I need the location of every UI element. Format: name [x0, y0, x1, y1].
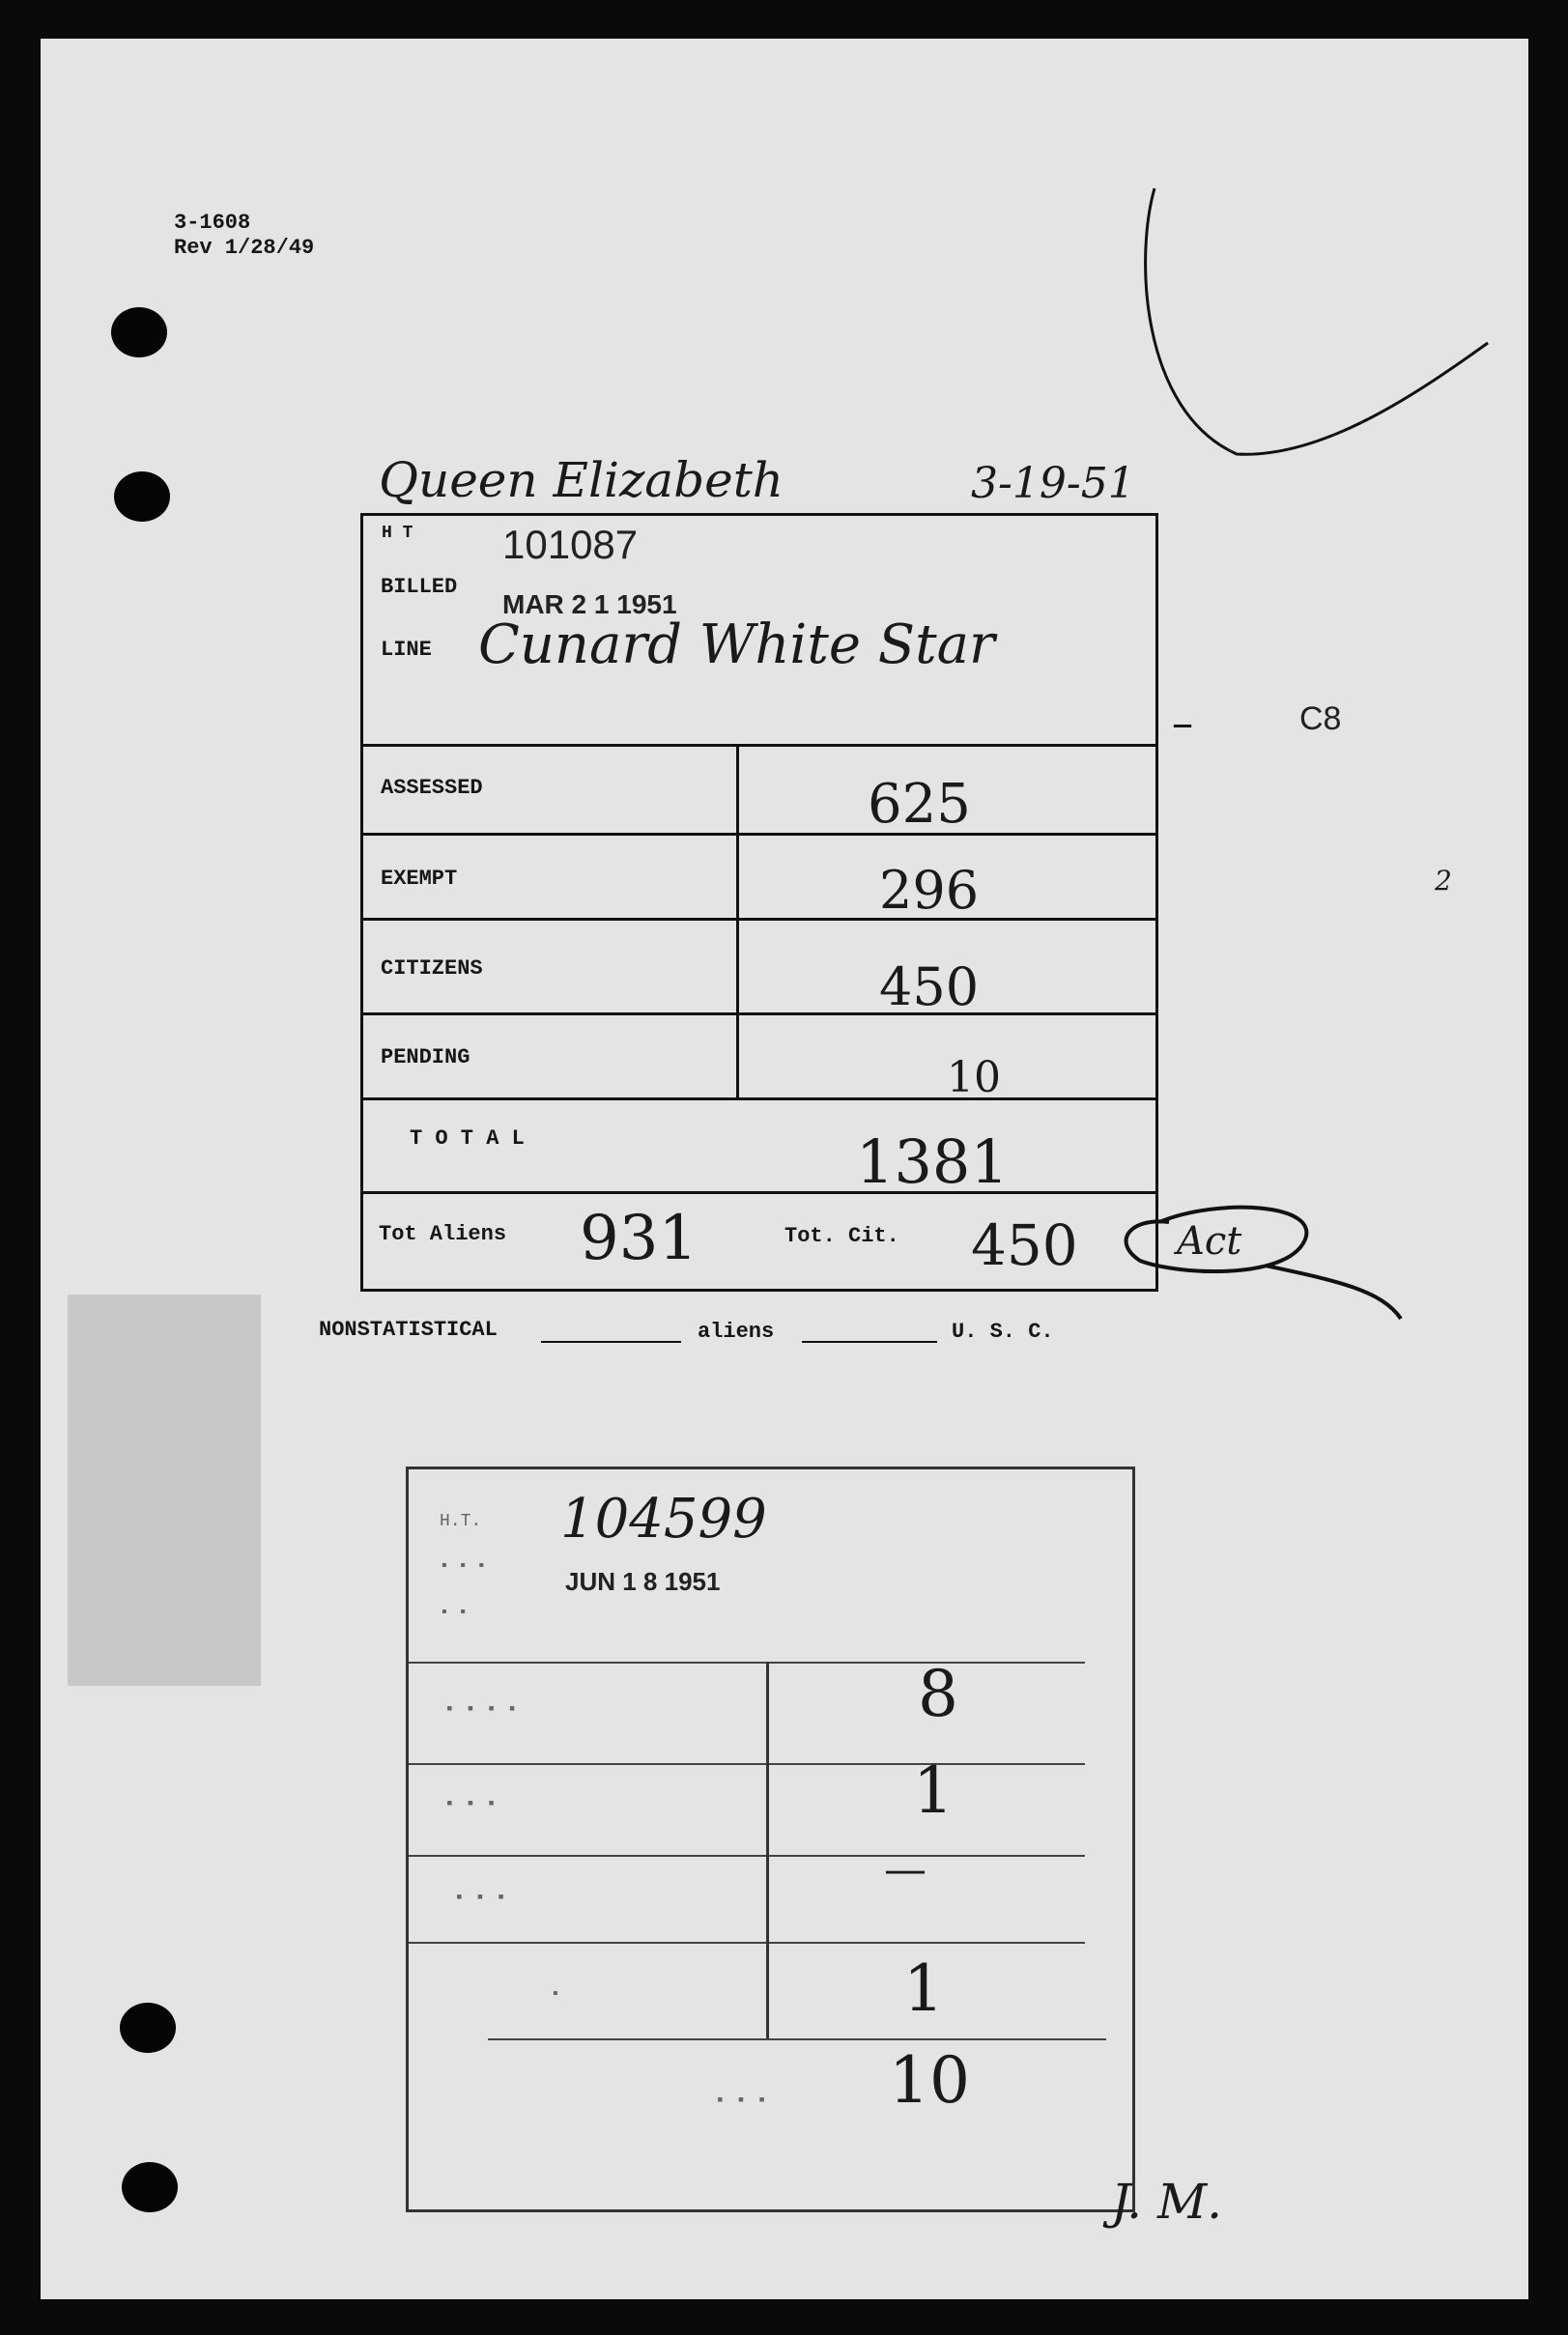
row-label-assessed: ASSESSED [381, 776, 483, 800]
row-value-pending: 10 [947, 1053, 1001, 1102]
record-date: 3-19-51 [971, 459, 1135, 508]
faded-label: ▪ [551, 1985, 560, 2003]
faded-label: ▪ ▪ ▪ [454, 1889, 507, 1908]
divider [766, 1662, 769, 2038]
divider [363, 1097, 1155, 1100]
card2-row-4: 1 [903, 1951, 944, 2026]
divider [409, 1763, 1085, 1765]
divider [736, 744, 739, 1097]
divider [488, 2038, 1106, 2040]
punch-hole [111, 307, 167, 357]
total-label: T O T A L [410, 1126, 525, 1151]
line-label: LINE [381, 638, 432, 662]
divider [363, 918, 1155, 921]
blank-line [802, 1341, 937, 1343]
margin-two: 2 [1435, 865, 1452, 897]
tot-cit-value: 450 [971, 1212, 1078, 1278]
card2-ht-number: 104599 [560, 1488, 767, 1551]
punch-hole [122, 2162, 178, 2212]
vessel-name: Queen Elizabeth [379, 452, 784, 508]
faded-label: ▪ ▪ ▪ ▪ [444, 1700, 518, 1720]
punch-hole [114, 471, 170, 522]
faded-label: ▪ ▪ [440, 1604, 468, 1621]
line-value: Cunard White Star [478, 613, 995, 676]
tot-aliens-value: 931 [580, 1203, 698, 1274]
tot-cit-label: Tot. Cit. [784, 1224, 899, 1248]
faded-label: ▪ ▪ ▪ [715, 2092, 768, 2111]
tot-aliens-label: Tot Aliens [379, 1222, 507, 1246]
curve-mark [1130, 179, 1497, 469]
ht-number: 101087 [502, 522, 639, 567]
divider [363, 833, 1155, 836]
card2-billed-date: JUN 1 8 1951 [565, 1567, 721, 1596]
circle-mark [1101, 1193, 1411, 1328]
blank-line [541, 1341, 681, 1343]
faded-label: ▪ ▪ ▪ [444, 1795, 498, 1814]
divider [409, 1855, 1085, 1857]
total-value: 1381 [856, 1126, 1009, 1197]
nonstat-label: NONSTATISTICAL [319, 1318, 498, 1342]
aliens-label: aliens [698, 1320, 775, 1344]
usc-label: U. S. C. [952, 1320, 1054, 1344]
ht-label: H T [382, 524, 413, 543]
divider [363, 744, 1155, 747]
card2-row-3: — [884, 1845, 927, 1894]
divider [360, 1012, 1155, 1015]
row-label-citizens: CITIZENS [381, 956, 483, 981]
row-value-exempt: 296 [879, 860, 980, 921]
row-value-citizens: 450 [879, 956, 980, 1017]
initials: J. M. [1111, 2174, 1223, 2230]
divider [363, 1191, 1155, 1194]
card2-row-1: 8 [918, 1657, 958, 1731]
punch-hole [120, 2003, 176, 2053]
shadow-patch [68, 1295, 261, 1686]
divider [409, 1942, 1085, 1944]
card2-ht-label: H.T. [440, 1512, 482, 1531]
margin-c8: C8 [1299, 700, 1342, 737]
faded-label: ▪ ▪ ▪ [440, 1557, 487, 1575]
card2-row-2: 1 [913, 1753, 954, 1828]
form-number: 3-1608 [174, 211, 251, 235]
correction-card [406, 1466, 1135, 2212]
margin-dash: — [1174, 710, 1192, 743]
row-value-assessed: 625 [868, 773, 971, 836]
row-label-exempt: EXEMPT [381, 867, 458, 891]
billed-date: MAR 2 1 1951 [502, 589, 677, 619]
card2-total: 10 [889, 2043, 970, 2118]
circled-note: Act [1177, 1219, 1242, 1264]
row-label-pending: PENDING [381, 1045, 470, 1069]
form-revision: Rev 1/28/49 [174, 236, 315, 260]
billed-label: BILLED [381, 575, 458, 599]
divider [409, 1662, 1085, 1664]
